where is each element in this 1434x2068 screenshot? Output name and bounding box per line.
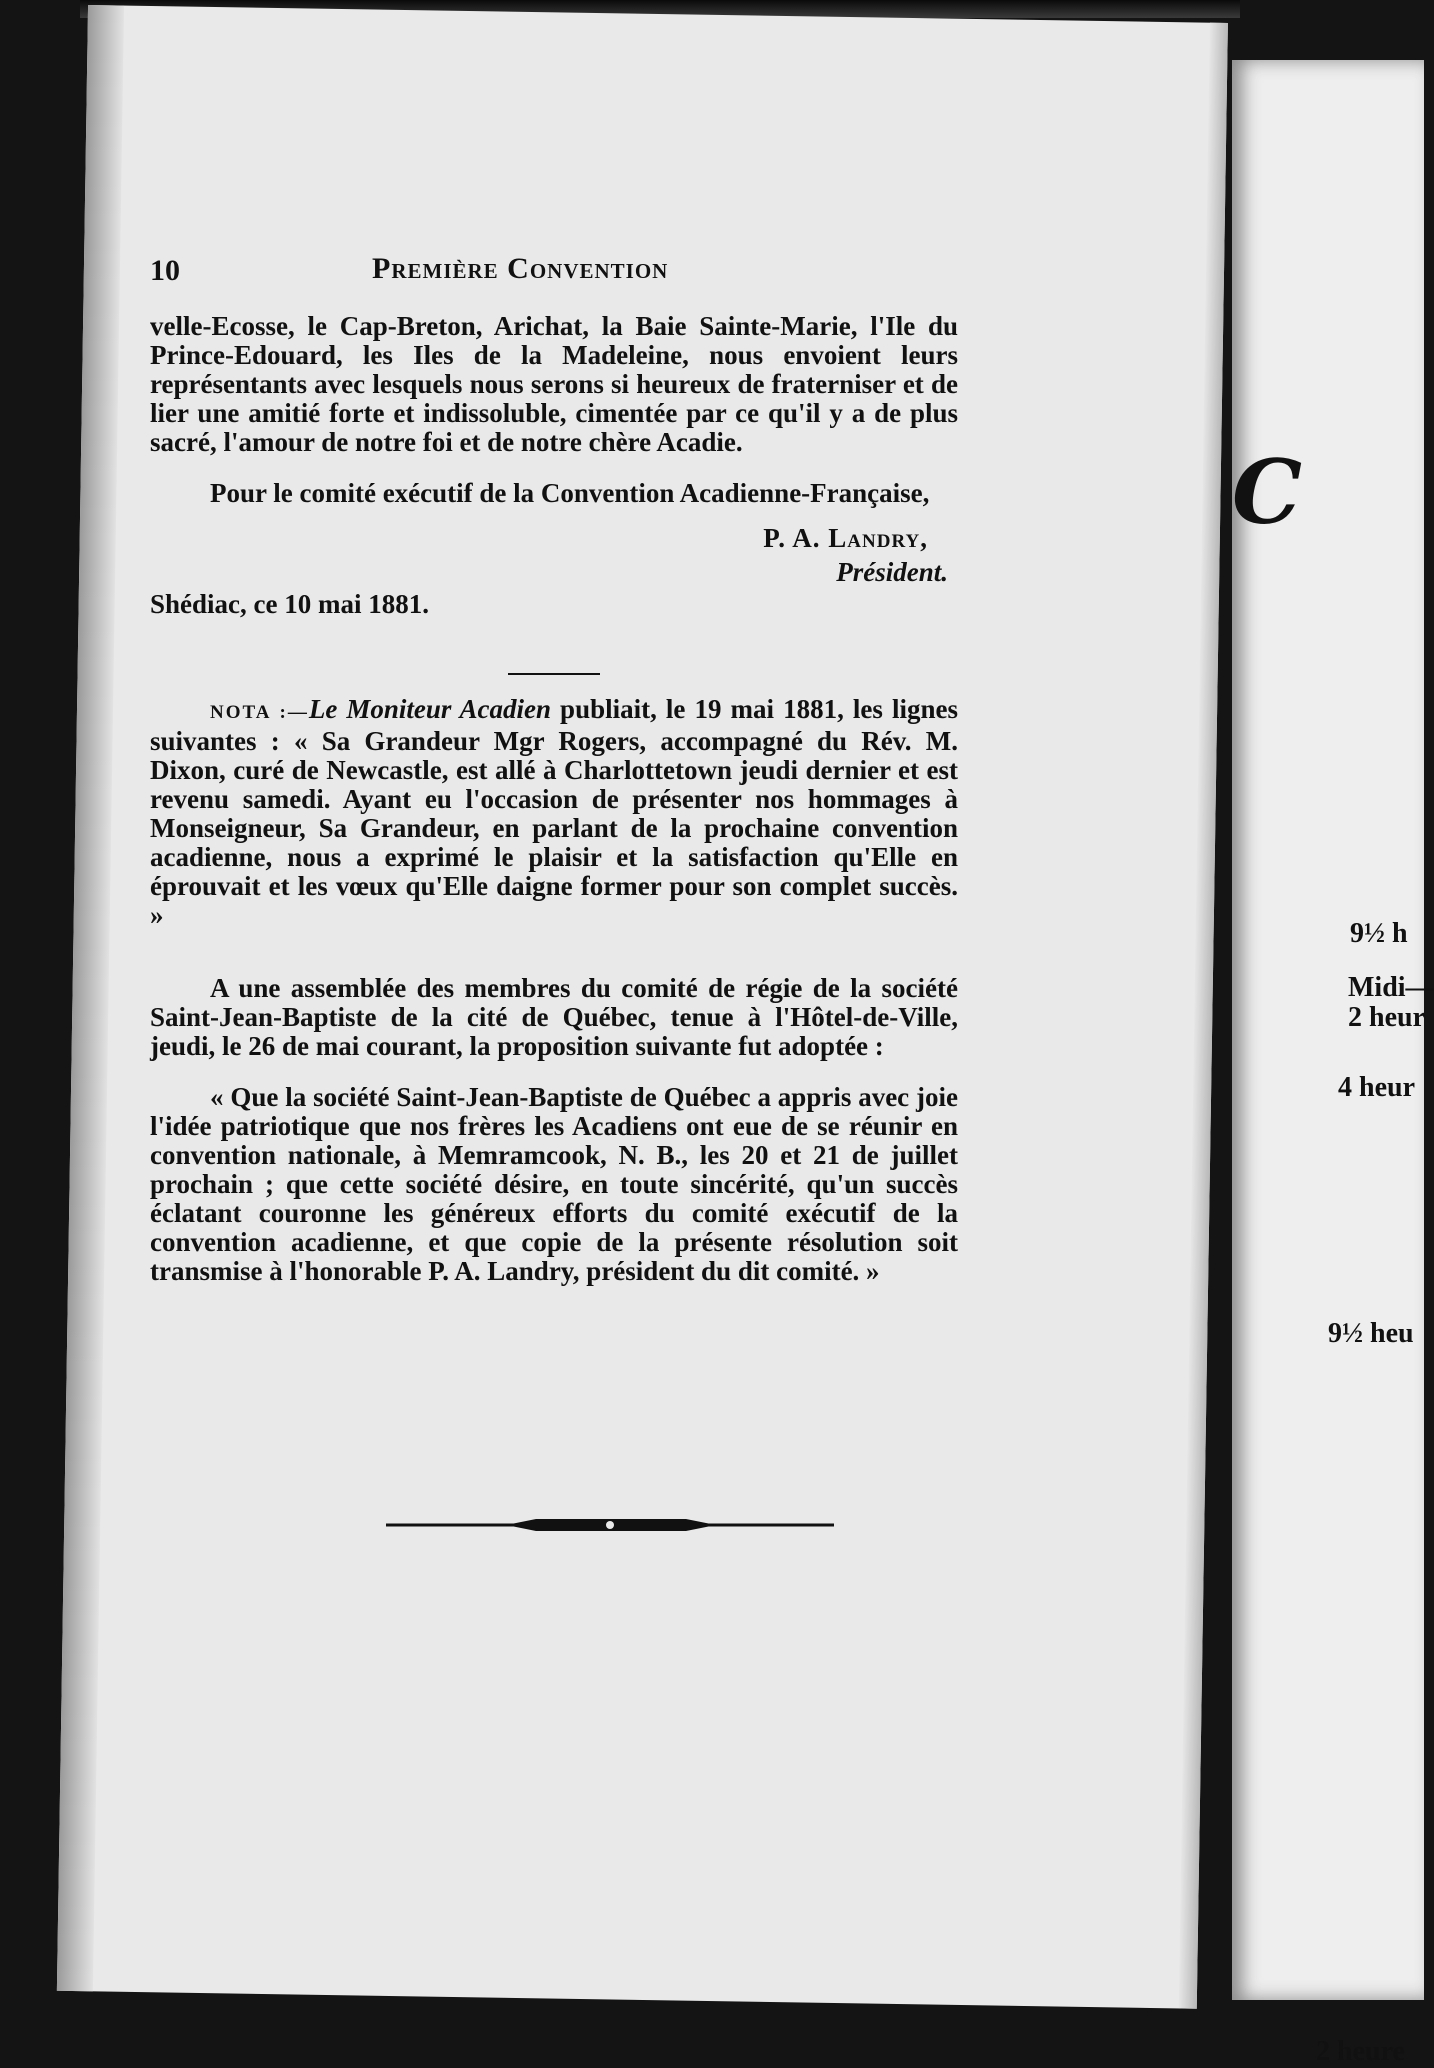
nota-text: publiait, le 19 mai 1881, les lignes suivantes : « Sa Grandeur Mgr Rogers, accompagné du Rév. M. Dixon, curé de Newcastle, est allé à Charlottetown jeudi dernier et est revenu samedi. Ayant eu l'occasion de présenter nos hommages à Monseigneur, Sa Grandeur, en parlant de la prochaine convention acadienne, nous a exprimé le plaisir et la satisfaction qu'Elle en éprouvait et les vœux qu'Elle daigne former pour son complet succès. » [150,694,958,930]
paragraph-2: Pour le comité exécutif de la Convention Acadienne-Française, [210,478,930,508]
ornamental-rule-icon [386,1510,834,1540]
paragraph-1: velle-Ecosse, le Cap-Breton, Arichat, la Baie Sainte-Marie, l'Ile du Prince-Edouard, les Iles de la Madeleine, nous envoient leurs représentants avec lesquels nous serons si heureux de fraterniser et de lier une amitié forte et indissoluble, cimentée par ce qu'il y a de plus sacré, l'amour de notre foi et de notre chère Acadie. [150,311,958,457]
signature-block [150,524,958,590]
signature-title: Président. [836,557,948,587]
spacer-icon-4 [388,2026,389,2027]
paragraph-4: « Que la société Saint-Jean-Baptiste de Québec a appris avec joie l'idée patriotique que nos frères les Acadiens ont eue de se réunir en convention nationale, à Memramcook, N. B., les 20 et 21 de juillet prochain ; que cette société désire, en toute sincérité, qu'un succès éclatant couronne les généreux efforts du comité exécutif de la convention acadienne, et que copie de la présente résolution soit transmise à l'honorable P. A. Landry, président du dit comité. » [150,1082,958,1286]
signature-name: P. A. Landry, [763,523,928,553]
right-page-line-4: 4 heur [1338,1072,1415,1103]
spacer-icon-3 [386,2026,387,2027]
dateline: Shédiac, ce 10 mai 1881. [150,589,429,619]
right-page-line-3: 2 heur [1348,1002,1425,1033]
running-title: Première Convention [372,252,669,285]
spacer-icon-8 [388,2020,389,2021]
section-rule [508,673,600,675]
right-page-initial: C [1232,440,1303,544]
nota-title: Le Moniteur Acadien [308,694,551,724]
spacer-icon-5 [388,2022,389,2023]
spacer-icon-2 [386,2030,387,2031]
spacer-icon-7 [386,2014,387,2015]
page-number: 10 [150,254,180,287]
right-page-line-2: Midi— [1348,972,1434,1003]
nota-label: NOTA :— [210,702,309,723]
right-page [1232,60,1434,2067]
running-header [150,252,850,296]
paragraph-3: A une assemblée des membres du comité de régie de la société Saint-Jean-Baptiste de la cité de Québec, tenue à l'Hôtel-de-Ville, jeudi, le 26 de mai courant, la proposition suivante fut adoptée : [150,973,958,1061]
right-page-line-6: 2 heure [1316,2036,1405,2067]
spacer-icon-9 [386,2018,387,2019]
right-page-line-5: 9½ heu [1328,1318,1414,1349]
nota-paragraph [150,695,958,930]
right-page-line-1: 9½ h [1350,918,1408,949]
spacer-icon [386,2026,396,2036]
main-text [150,312,958,1286]
